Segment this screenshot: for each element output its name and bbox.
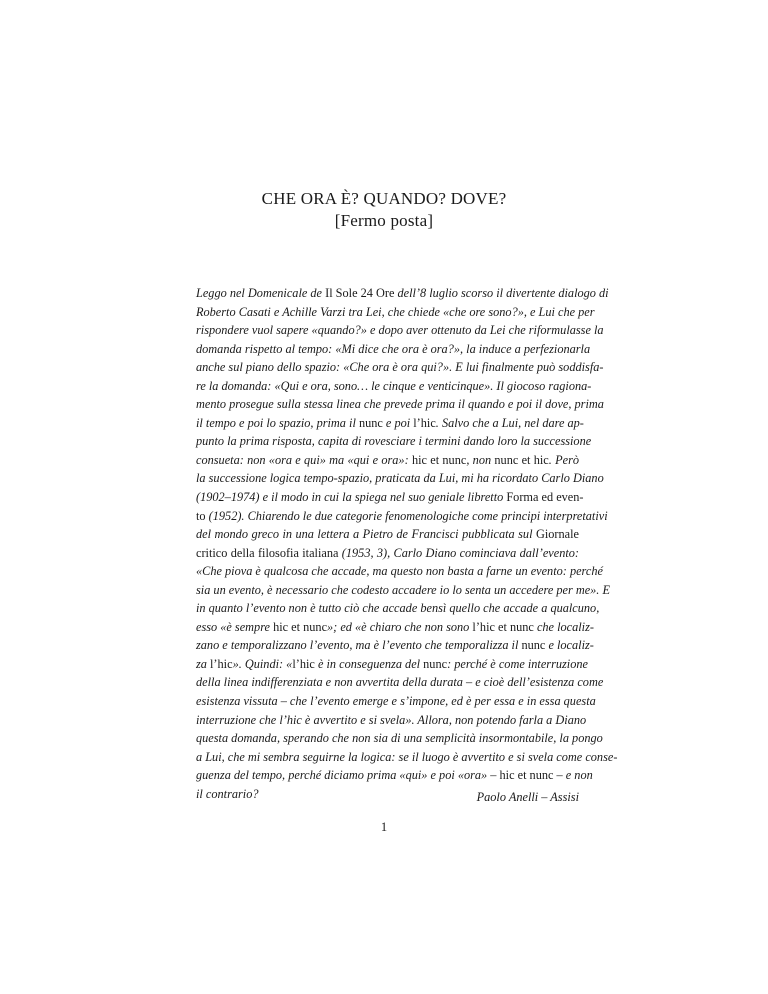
text-run: (1902–1974) e il modo in cui la spiega nel suo geniale libretto — [196, 490, 507, 505]
body-line — [196, 581, 610, 600]
body-line — [196, 340, 591, 359]
text-run: to — [196, 508, 206, 523]
text-run: Roberto Casati e Achille Varzi tra Lei, che chiede «che ore sono?», e Lui che per — [196, 304, 595, 319]
body-line — [196, 525, 579, 544]
text-run: del mondo greco in una lettera a Pietro de Francisci pubblicata sul — [196, 527, 536, 542]
text-run: hic et nunc — [273, 619, 328, 634]
body-line — [196, 655, 588, 674]
text-run: consueta: non «ora e qui» ma «qui e ora»: — [196, 452, 412, 467]
text-run: nunc et hic — [491, 452, 549, 467]
text-run: l’hic — [413, 415, 436, 430]
body-line — [196, 729, 603, 748]
text-run: : perché è come interruzione — [447, 656, 588, 671]
text-run: a Lui, che mi sembra seguirne la logica: se il luogo è avvertito e si svela come conse- — [196, 749, 618, 764]
text-run: guenza del tempo, perché diciamo prima «qui» e poi «ora» – — [196, 768, 500, 783]
body-line — [196, 377, 592, 396]
text-run: punto la prima risposta, capita di rovesciare i termini dando loro la successione — [196, 434, 592, 449]
text-run: la successione logica tempo-spazio, praticata da Lui, mi ha ricordato Carlo Diano — [196, 471, 604, 486]
text-run: e localiz- — [545, 638, 594, 653]
body-line — [196, 544, 579, 563]
body-line — [196, 414, 584, 433]
signature: Paolo Anelli – Assisi — [476, 790, 579, 804]
body-line — [196, 636, 594, 655]
body-line — [196, 748, 618, 767]
text-run: l’hic et nunc — [472, 619, 534, 634]
text-run: critico della filosofia italiana — [196, 545, 339, 560]
body-line — [196, 692, 596, 711]
body-line — [196, 321, 604, 340]
text-run: non — [472, 452, 492, 467]
body-line — [196, 395, 604, 414]
body-line — [196, 358, 604, 377]
text-run: interruzione che l’hic è avvertito e si svela». Allora, non potendo farla a Diano — [196, 712, 587, 727]
body-line — [196, 469, 604, 488]
text-run: (1953, 3), Carlo Diano cominciava dall’evento: — [338, 545, 579, 560]
text-run: za — [196, 656, 211, 671]
body-line — [196, 711, 587, 730]
body-line — [196, 766, 593, 785]
page-number: 1 — [380, 820, 388, 834]
text-run: nunc — [521, 638, 546, 653]
text-run: sia un evento, è necessario che codesto accadere io lo senta un accedere per me». E — [196, 582, 610, 597]
text-run: domanda rispetto al tempo: «Mi dice che ora è ora?», la induce a perfezionarla — [196, 341, 591, 356]
text-run: anche sul piano dello spazio: «Che ora è ora qui?». E lui finalmente può soddisfa- — [196, 360, 604, 375]
text-run: »; ed «è chiaro che non sono — [327, 619, 473, 634]
text-run: che localiz- — [533, 619, 594, 634]
text-run: zano e temporalizzano l’evento, ma è l’evento che temporalizza il — [196, 638, 522, 653]
text-run: ». Quindi: « — [232, 656, 293, 671]
text-run: questa domanda, sperando che non sia di una semplicità insormontabile, la pongo — [196, 731, 603, 746]
text-run: , — [466, 452, 473, 467]
body-line — [196, 618, 594, 637]
body-line — [196, 303, 595, 322]
text-run: Forma ed even- — [506, 490, 584, 505]
text-run: – e non — [553, 768, 593, 783]
text-run: in quanto l’evento non è tutto ciò che accade bensì quello che accade a qualcuno, — [196, 601, 600, 616]
text-run: della linea indifferenziata e non avvertita della durata – e cioè dell’esistenza come — [196, 675, 604, 690]
text-run: rispondere vuol sapere «quando?» e dopo aver ottenuto da Lei che riformulasse la — [196, 323, 604, 338]
text-run: esso «è sempre — [196, 619, 274, 634]
text-run: l’hic — [210, 656, 233, 671]
text-run: è in conseguenza del — [314, 656, 424, 671]
text-run: «Che piova è qualcosa che accade, ma questo non basta a farne un evento: perché — [196, 564, 603, 579]
text-run: . Però — [548, 452, 580, 467]
body-line — [196, 599, 600, 618]
body-line — [196, 284, 609, 303]
text-run: hic et nunc — [411, 452, 467, 467]
text-run: e poi — [382, 415, 414, 430]
text-run: re la domanda: «Qui e ora, sono… le cinque e venticinque». Il giocoso ragiona- — [196, 378, 592, 393]
text-run: esistenza vissuta – che l’evento emerge e s’impone, ed è per essa e in essa questa — [196, 694, 596, 709]
text-run: Giornale — [535, 527, 579, 542]
page-subtitle: [Fermo posta] — [334, 211, 434, 230]
text-run: . Salvo che a Lui, nel dare ap- — [435, 415, 584, 430]
text-run: (1952). Chiarendo le due categorie fenomenologiche come principi interpretativi — [205, 508, 608, 523]
letter-body — [196, 284, 618, 803]
text-run: il contrario? — [196, 786, 259, 801]
body-line — [196, 488, 584, 507]
text-run: Leggo nel Domenicale de — [196, 286, 326, 300]
page-title: CHE ORA È? QUANDO? DOVE? — [261, 189, 507, 208]
text-run: dell’8 luglio scorso il divertente dialogo di — [394, 286, 609, 300]
body-line — [196, 673, 604, 692]
text-run: nunc — [423, 656, 448, 671]
text-run: hic et nunc — [499, 768, 554, 783]
title-block — [0, 188, 768, 232]
body-line — [196, 507, 608, 526]
text-run: Il Sole 24 Ore — [325, 286, 395, 300]
text-run: mento prosegue sulla stessa linea che prevede prima il quando e poi il dove, prima — [196, 397, 604, 412]
text-run: nunc — [358, 415, 383, 430]
text-run: il tempo e poi lo spazio, prima il — [196, 415, 359, 430]
text-run: l’hic — [292, 656, 315, 671]
body-line — [196, 562, 603, 581]
body-line — [196, 432, 592, 451]
body-line — [196, 451, 579, 470]
